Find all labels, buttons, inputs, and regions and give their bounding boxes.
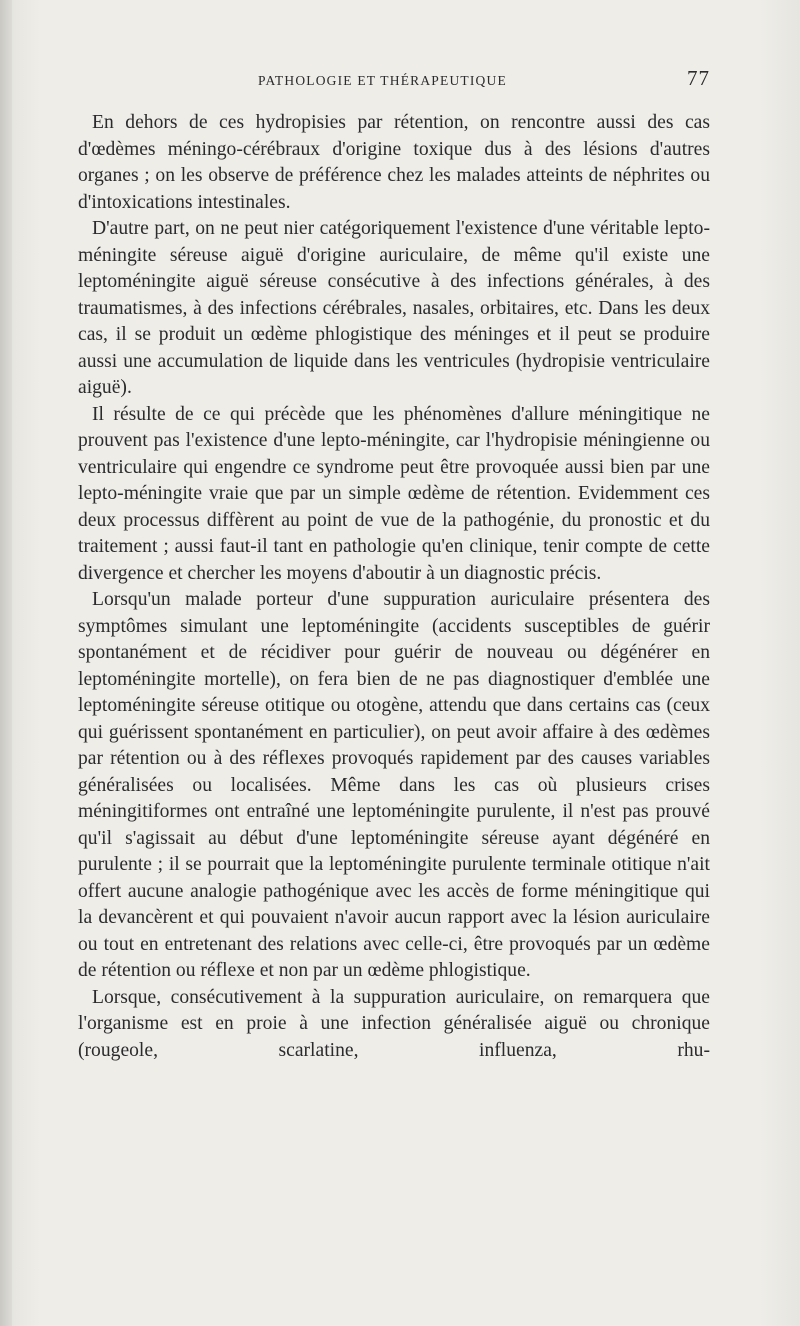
paragraph: En dehors de ces hydropisies par rétention, on rencontre aussi des cas d'œdèmes méningo-cérébraux d'origine toxique dus à des lésions d'autres organes ; on les observe de préférence chez les malades atteints de néphrites ou d'intoxications intestinales. [78,112,710,213]
page-number: 77 [687,66,710,90]
paragraph: Il résulte de ce qui précède que les phénomènes d'allure méningitique ne prouvent pas l'existence d'une lepto-méningite, car l'hydropisie méningienne ou ventriculaire qui engendre ce syndrome peut être provoquée aussi bien par une lepto-méningite vraie que par un simple œdème de rétention. Evidemment ces deux processus diffèrent au point de vue de la pathogénie, du pronostic et du traitement ; aussi faut-il tant en pathologie qu'en clinique, tenir compte de cette divergence et chercher les moyens d'aboutir à un diagnostic précis. [78,403,710,584]
paragraph: Lorsqu'un malade porteur d'une suppuration auriculaire présentera des symptômes simulant une leptoméningite (accidents susceptibles de guérir spontanément et de récidiver pour guérir de nouveau ou dégénérer en leptoméningite mortelle), on fera bien de ne pas diagnostiquer d'emblée une leptoméningite séreuse otitique ou otogène, attendu que dans certains cas (ceux qui guérissent spontanément en particulier), on peut avoir affaire à des œdèmes par rétention ou à des réflexes provoqués rapidement par des causes variables généralisées ou localisées. Même dans les cas où plusieurs crises méningitiformes ont entraîné une leptoméningite purulente, il n'est pas prouvé qu'il s'agissait au début d'une leptoméningite séreuse ayant dégénéré en purulente ; il se pourrait que la leptoméningite purulente terminale otitique n'ait offert aucune analogie pathogénique avec les accès de forme méningitique qui la devancèrent et qui pouvaient n'avoir aucun rapport avec la lésion auriculaire ou tout en entretenant des relations avec celle-ci, être provoqués par un œdème de rétention ou réflexe et non par un œdème phlogistique. [78,589,710,981]
paragraph: Lorsque, consécutivement à la suppuration auriculaire, on remarquera que l'organisme est en proie à une infection généralisée aiguë ou chronique (rougeole, scarlatine, influenza, rhu- [78,986,710,1061]
page-gutter [0,0,12,1326]
paragraph: D'autre part, on ne peut nier catégoriquement l'existence d'une véritable lepto-méningite séreuse aiguë d'origine auriculaire, de même qu'il existe une leptoméningite aiguë séreuse consécutive à des infections générales, à des traumatismes, à des infections cérébrales, nasales, orbitaires, etc. Dans les deux cas, il se produit un œdème phlogistique des méninges et il peut se produire aussi une accumulation de liquide dans les ventricules (hydropisie ventriculaire aiguë). [78,218,710,398]
body-text [78,110,710,1064]
page-header [78,66,710,90]
running-head: PATHOLOGIE ET THÉRAPEUTIQUE [258,73,507,88]
